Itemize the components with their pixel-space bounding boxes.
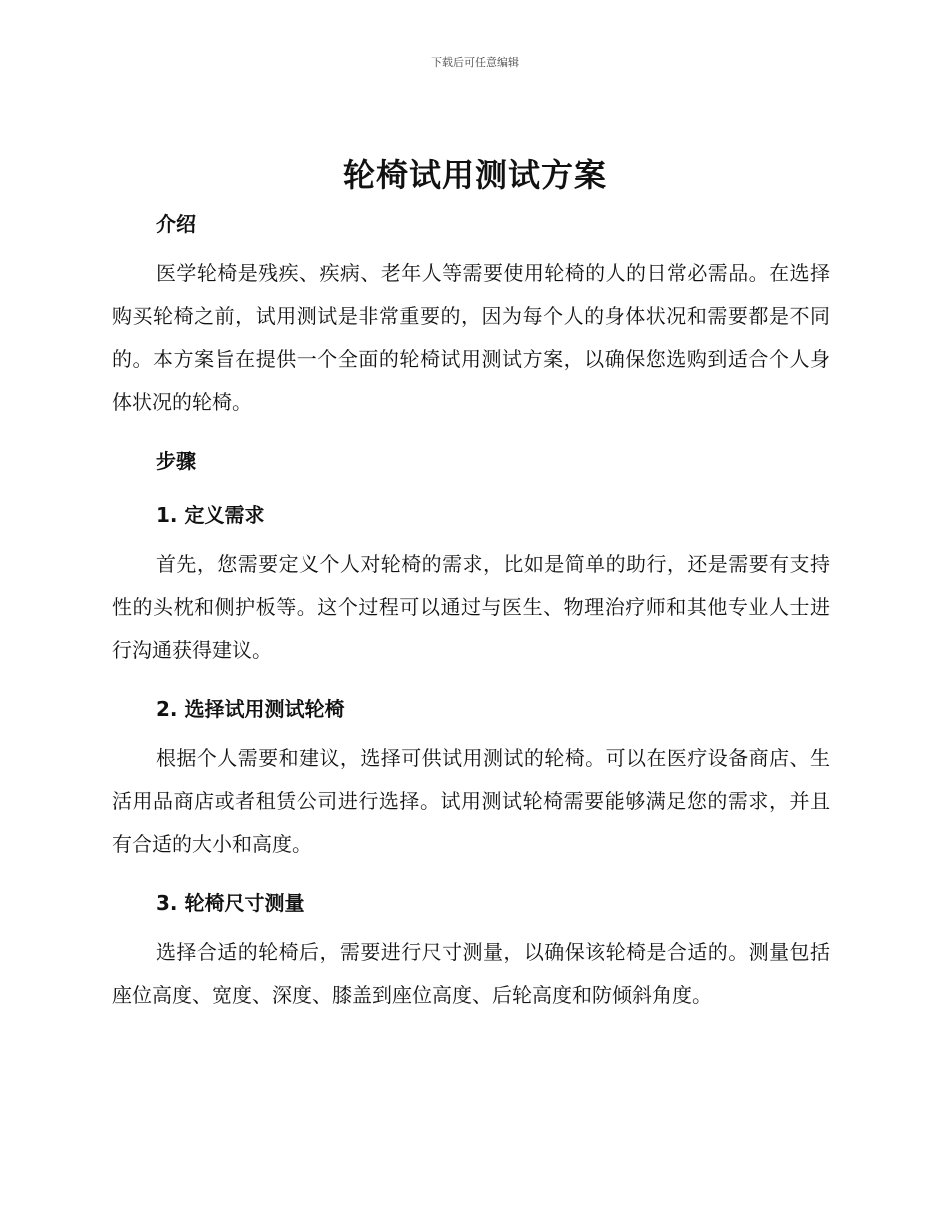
intro-paragraph: 医学轮椅是残疾、疾病、老年人等需要使用轮椅的人的日常必需品。在选择购买轮椅之前，试用测试是非常重要的，因为每个人的身体状况和需要都是不同的。本方案旨在提供一个全面的轮椅试用测试方案，以确保您选购到适合个人身体状况的轮椅。 [112,261,830,414]
step3-paragraph: 选择合适的轮椅后，需要进行尺寸测量，以确保该轮椅是合适的。测量包括座位高度、宽度、深度、膝盖到座位高度、后轮高度和防倾斜角度。 [112,940,830,1007]
document-title: 轮椅试用测试方案 [342,156,607,194]
step2-heading: 2. 选择试用测试轮椅 [156,697,345,721]
step3-heading: 3. 轮椅尺寸测量 [156,891,305,915]
step1-heading: 1. 定义需求 [156,503,265,527]
intro-heading: 介绍 [156,212,196,236]
step1-paragraph: 首先，您需要定义个人对轮椅的需求，比如是简单的助行，还是需要有支持性的头枕和侧护板等。这个过程可以通过与医生、物理治疗师和其他专业人士进行沟通获得建议。 [112,552,830,662]
header-note: 下载后可任意编辑 [431,56,519,69]
steps-heading: 步骤 [156,449,196,473]
step2-paragraph: 根据个人需要和建议，选择可供试用测试的轮椅。可以在医疗设备商店、生活用品商店或者租赁公司进行选择。试用测试轮椅需要能够满足您的需求，并且有合适的大小和高度。 [112,746,830,856]
